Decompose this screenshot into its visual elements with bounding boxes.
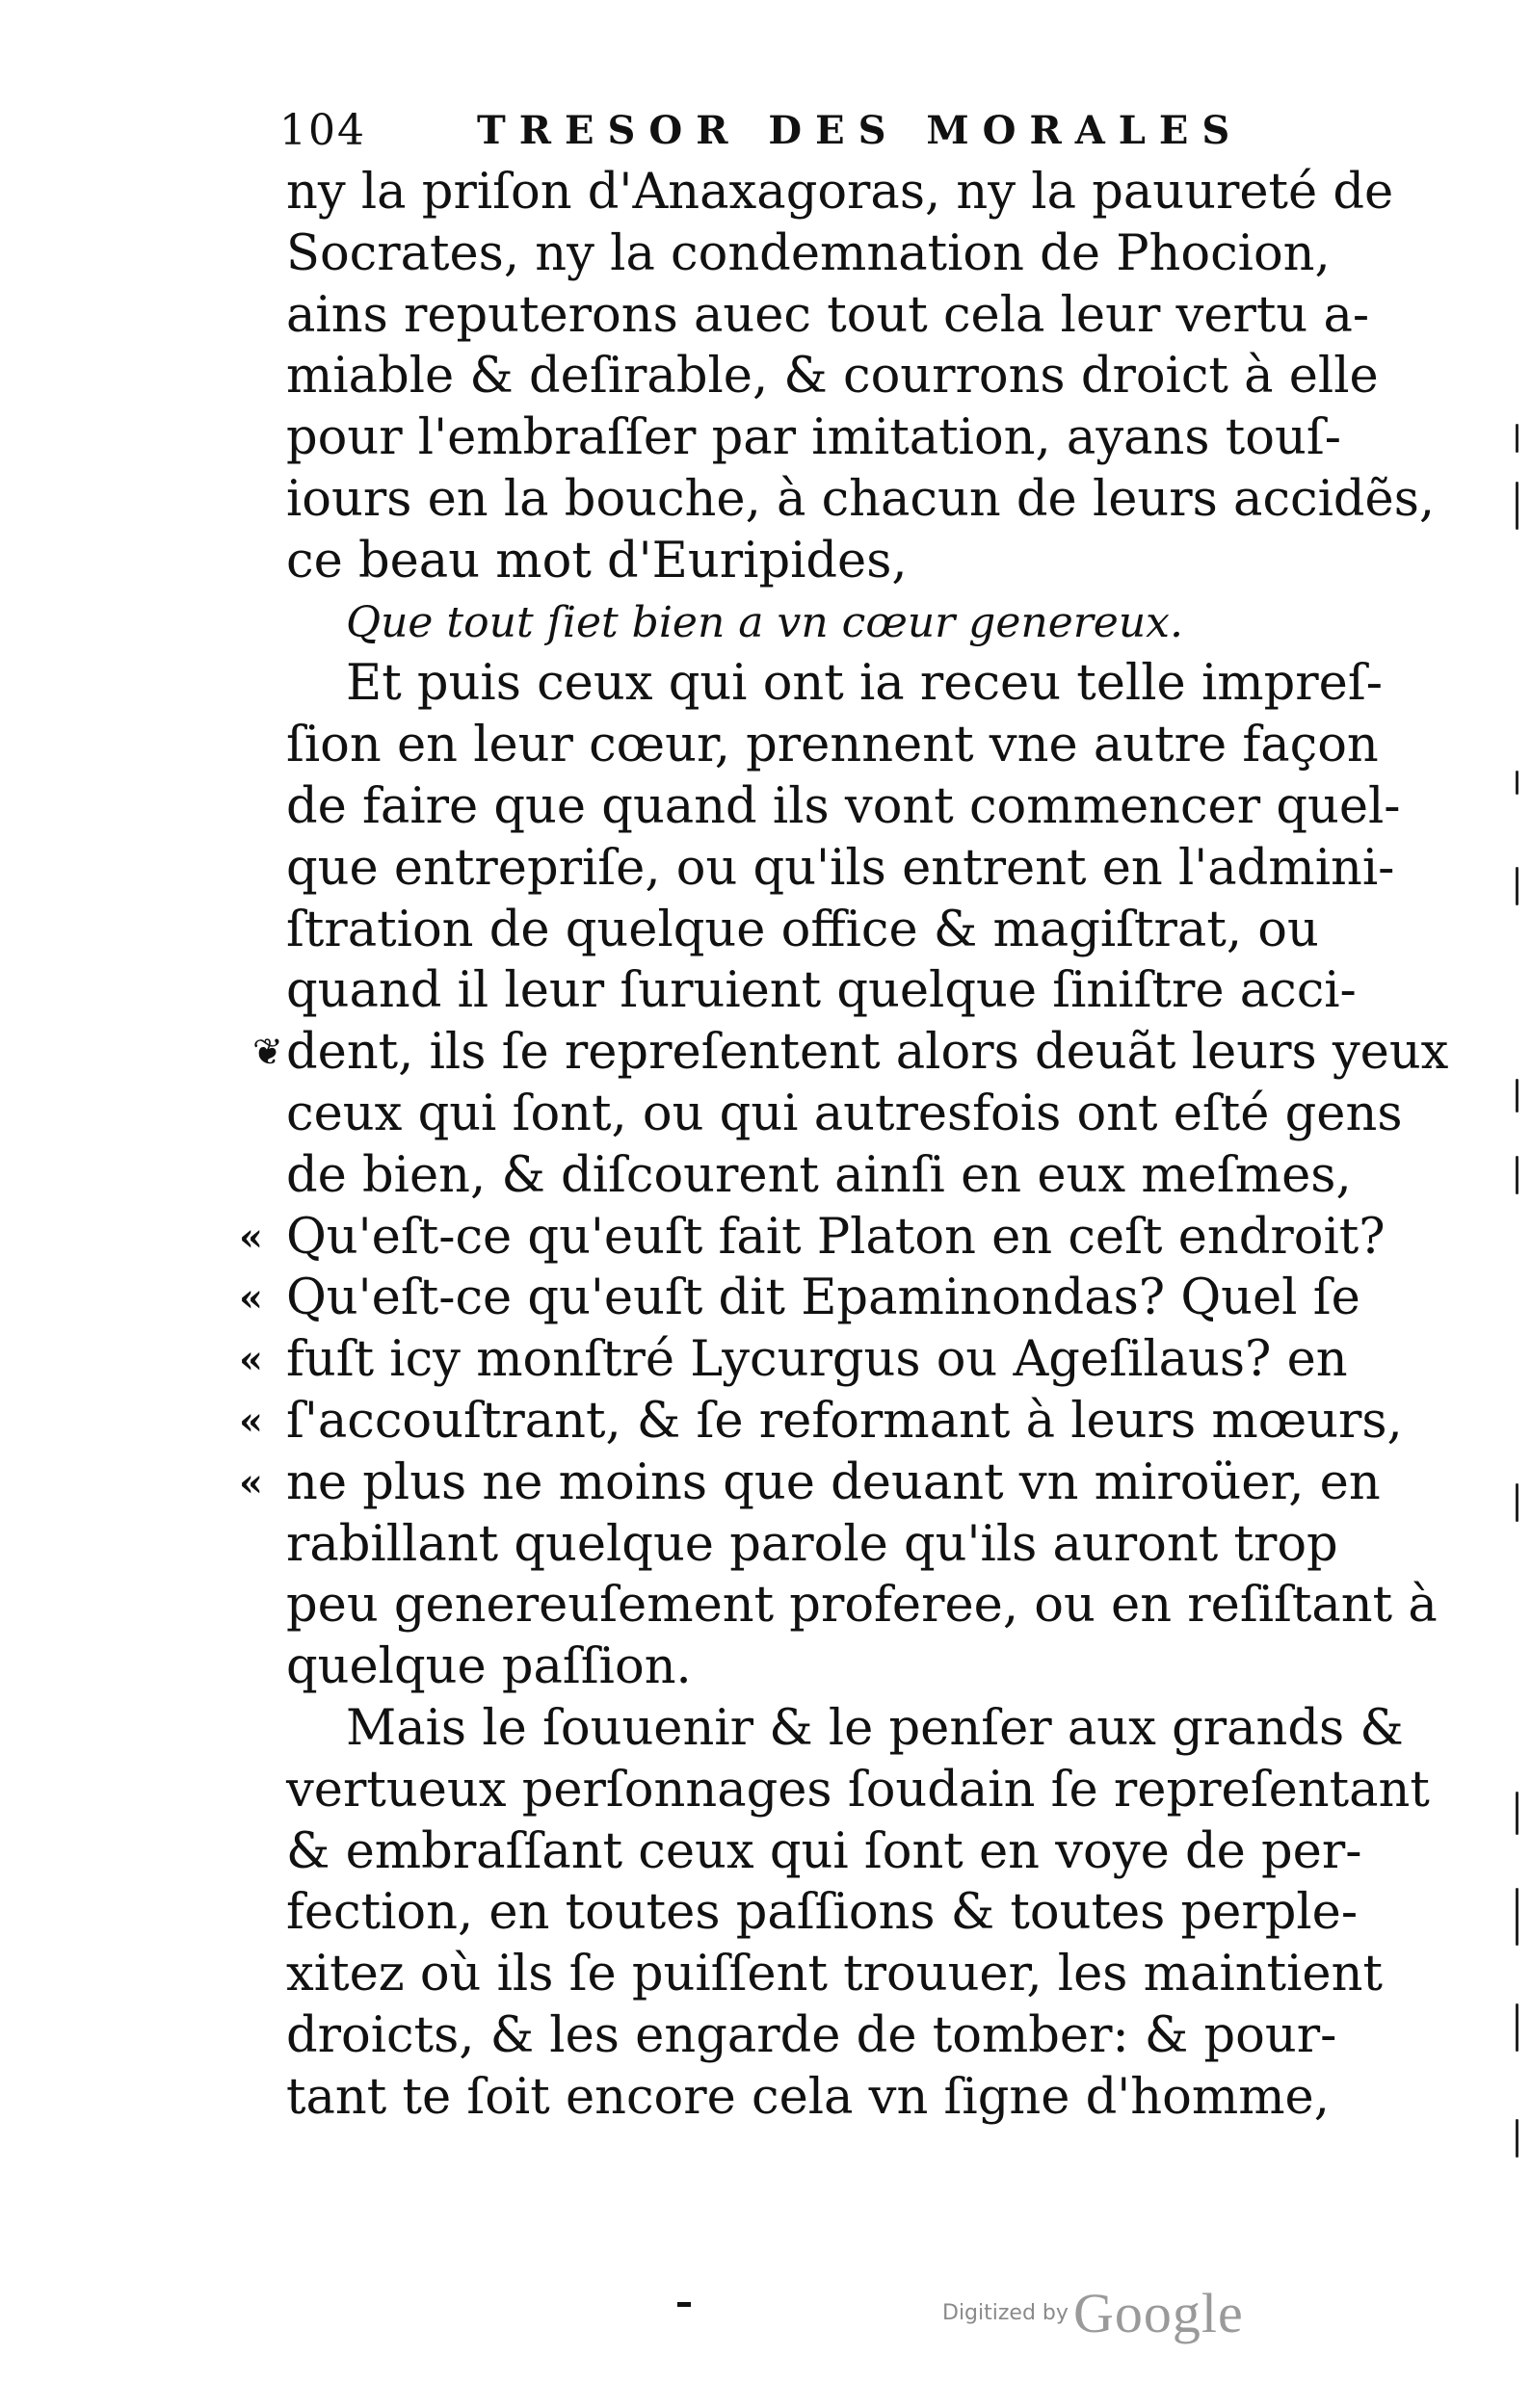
page-bottom-mark (677, 2302, 691, 2307)
digitization-watermark (942, 2281, 1244, 2348)
text-line: rabillant quelque parole qu'ils auront trop (286, 1515, 1338, 1573)
text-line: droicts, & les engarde de tomber: & pour- (286, 2006, 1337, 2064)
text-line: dent, ils ſe repreſentent alors deuãt leurs yeux (286, 1024, 1449, 1082)
watermark-brand: Google (1073, 2282, 1244, 2344)
text-line: miable & deſirable, & courrons droict à elle (286, 348, 1379, 406)
text-line: xitez où ils ſe puiſſent trouuer, les maintient (286, 1946, 1383, 2003)
running-title: TRESOR DES MORALES (477, 108, 1244, 153)
text-line: ains reputerons auec tout cela leur vertu a- (286, 286, 1370, 344)
text-line: vertueux perſonnages ſoudain ſe repreſentant (286, 1761, 1430, 1819)
text-line: ceux qui ſont, ou qui autresfois ont eſté gens (286, 1085, 1403, 1142)
quotation-marker: « (239, 1459, 263, 1505)
quoted-line: fuſt icy monſtré Lycurgus ou Ageſilaus? en (286, 1331, 1348, 1389)
verse-quotation: Que tout ſiet bien a vn cœur genereux. (346, 597, 1183, 647)
quoted-line: ne plus ne moins que deuant vn miroüer, en (286, 1453, 1381, 1511)
text-line: ce beau mot d'Euripides, (286, 532, 908, 589)
quotation-marker: « (239, 1399, 263, 1444)
margin-footnote-mark: ❦ (252, 1031, 283, 1074)
text-line: pour l'embraſſer par imitation, ayans touſ- (286, 409, 1341, 467)
quoted-line: Qu'eſt-ce qu'euſt fait Platon en ceſt endroit? (286, 1208, 1386, 1266)
quotation-marker: « (239, 1214, 263, 1260)
paragraph-start: Et puis ceux qui ont ia receu telle impreſ- (346, 655, 1383, 713)
scan-edge-artifacts (1512, 424, 1525, 2206)
text-line: quelque paſſion. (286, 1638, 692, 1696)
quoted-line: ſ'accouſtrant, & ſe reformant à leurs mœurs, (286, 1392, 1403, 1450)
text-line: de faire que quand ils vont commencer quel- (286, 777, 1401, 835)
text-line: iours en la bouche, à chacun de leurs accidẽs, (286, 470, 1436, 528)
quotation-marker: « (239, 1275, 263, 1322)
text-line: ſtration de quelque office & magiſtrat, ou (286, 901, 1319, 958)
text-line: fection, en toutes paſſions & toutes perple- (286, 1884, 1359, 1942)
paragraph-start: Mais le ſouuenir & le penſer aux grands & (346, 1699, 1404, 1757)
text-line: de bien, & diſcourent ainſi en eux meſmes, (286, 1146, 1352, 1204)
text-line: tant te ſoit encore cela vn ſigne d'homme, (286, 2068, 1330, 2126)
text-line: ny la priſon d'Anaxagoras, ny la pauureté de (286, 164, 1394, 221)
text-line: Socrates, ny la condemnation de Phocion, (286, 224, 1331, 282)
text-line: ſion en leur cœur, prennent vne autre façon (286, 717, 1379, 774)
body-text (286, 162, 1449, 2129)
page-number: 104 (279, 106, 366, 155)
quoted-line: Qu'eſt-ce qu'euſt dit Epaminondas? Quel ſe (286, 1269, 1360, 1327)
text-line: & embraſſant ceux qui ſont en voye de per- (286, 1822, 1362, 1880)
page-header (279, 102, 1320, 160)
text-line: que entrepriſe, ou qu'ils entrent en l'admini- (286, 839, 1395, 897)
watermark-prefix: Digitized by (942, 2301, 1069, 2325)
quotation-marker: « (239, 1337, 263, 1383)
text-line: peu genereuſement proferee, ou en reſiſtant à (286, 1577, 1438, 1635)
text-line: quand il leur ſuruient quelque ſiniſtre acci- (286, 962, 1357, 1020)
